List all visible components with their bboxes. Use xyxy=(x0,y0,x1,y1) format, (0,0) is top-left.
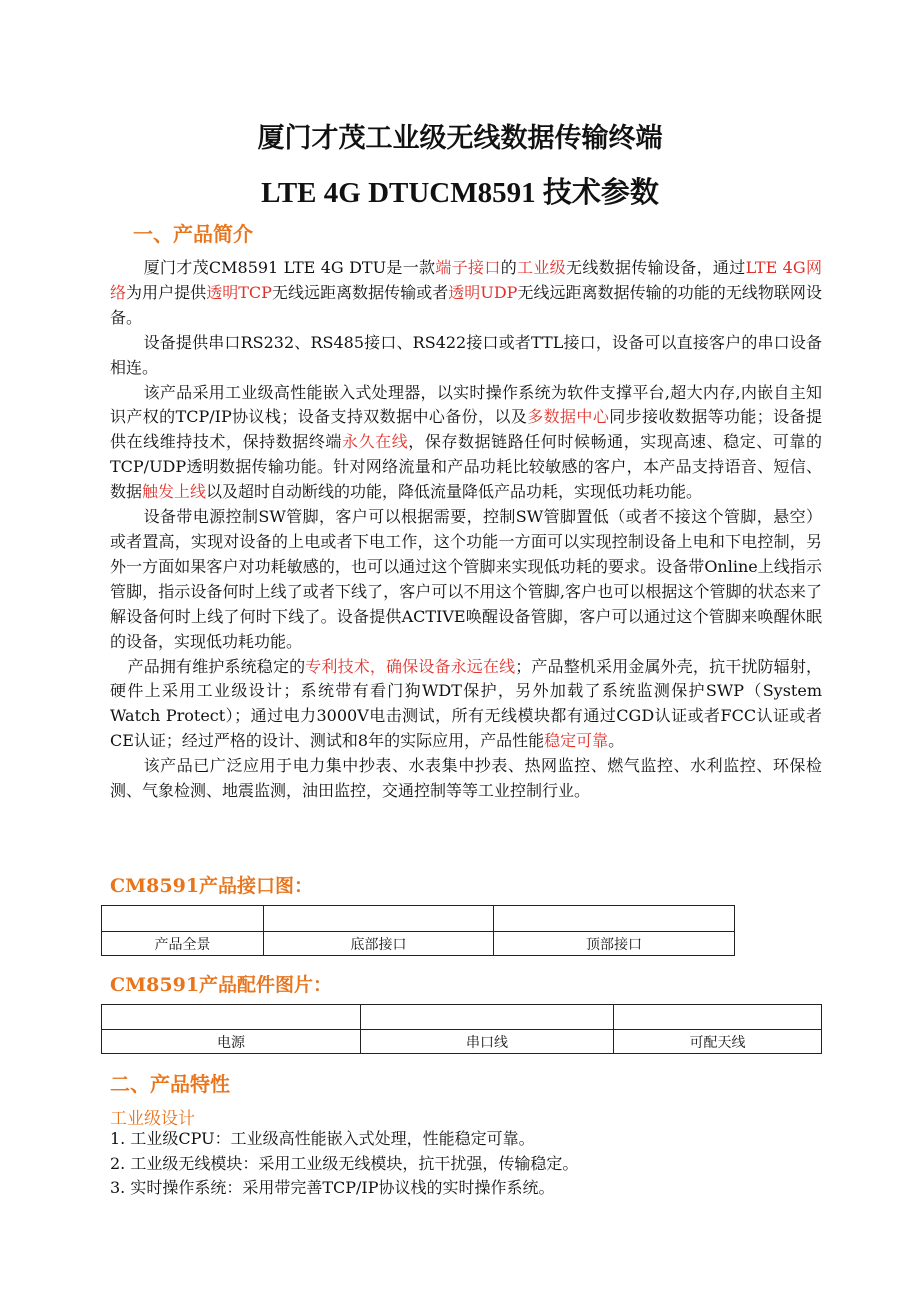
intro-paragraph xyxy=(110,381,822,506)
features-list xyxy=(110,1127,822,1201)
caption-cell: 顶部接口 xyxy=(494,932,735,956)
caption-cell: 可配天线 xyxy=(614,1030,822,1054)
intro-text xyxy=(110,256,822,804)
text-run: 为用户提供 xyxy=(126,282,207,302)
intro-paragraph xyxy=(110,256,822,331)
text-run: 该产品采用工业级高性能嵌入式处理器，以实时操作系统为软件支撑平台,超大内存,内嵌自主知识产权的TCP/IP协议栈；设备支持双数据中心备份，以及 xyxy=(110,382,822,427)
image-cell xyxy=(361,1005,614,1030)
highlight-run: 端子接口 xyxy=(435,258,501,277)
caption-cell: 串口线 xyxy=(361,1030,614,1054)
highlight-run: 多数据中心 xyxy=(527,407,610,427)
interface-heading: CM8591产品接口图： xyxy=(110,875,314,897)
text-run: 无线数据传输设备，通过 xyxy=(566,258,746,277)
highlight-run: 透明TCP xyxy=(206,282,272,302)
accessory-heading: CM8591产品配件图片： xyxy=(110,974,333,996)
caption-cell: 底部接口 xyxy=(264,932,494,956)
image-cell xyxy=(102,1005,361,1030)
intro-paragraph xyxy=(110,505,822,654)
text-run: 无线远距离数据传输的功能的无线物联网设备。 xyxy=(110,282,822,327)
text-run: 设备提供串口RS232、RS485接口、RS422接口或者TTL接口，设备可以直接客户的串口设备相连。 xyxy=(110,332,822,377)
list-item: 2. 工业级无线模块：采用工业级无线模块，抗干扰强，传输稳定。 xyxy=(110,1153,579,1173)
image-cell xyxy=(494,906,735,932)
text-run: ；产品整机采用金属外壳，抗干扰防辐射，硬件上采用工业级设计；系统带有看门狗WDT保护，另外加载了系统监测保护SWP（System Watch Protect）；通过电力3000V电击测试，所有无线模块都有通过CGD认证或者FCC认证或者CE认证；经过严格的设计、测试和8年的实际应用，产品性能 xyxy=(110,656,822,751)
section-heading-features: 二、产品特性 xyxy=(110,1072,230,1096)
accessory-table xyxy=(101,1004,822,1054)
text-run: 。 xyxy=(608,731,625,751)
text-run: 无线远距离数据传输或者 xyxy=(271,282,449,302)
highlight-run: 专利技术，确保设备永远在线 xyxy=(305,656,516,676)
document-title: 厦门才茂工业级无线数据传输终端 xyxy=(257,123,663,154)
highlight-run: 工业级 xyxy=(517,258,567,277)
intro-paragraph xyxy=(110,754,822,804)
features-subheading: 工业级设计 xyxy=(110,1109,195,1129)
text-run: 产品拥有维护系统稳定的 xyxy=(127,656,306,676)
image-cell xyxy=(614,1005,822,1030)
text-run: 设备带电源控制SW管脚，客户可以根据需要，控制SW管脚置低（或者不接这个管脚，悬空）或者置高，实现对设备的上电或者下电工作，这个功能一方面可以实现控制设备上电和下电控制，另外一方面如果客户对功耗敏感的，也可以通过这个管脚来实现低功耗的要求。设备带Online上线指示管脚，指示设备何时上线了或者下线了，客户可以不用这个管脚,客户也可以根据这个管脚的状态来了解设备何时上线了何时下线了。设备提供ACTIVE唤醒设备管脚，客户可以通过这个管脚来唤醒休眠的设备，实现低功耗功能。 xyxy=(110,507,822,651)
text-run: 厦门才茂CM8591 LTE 4G DTU是一款 xyxy=(143,258,436,277)
list-item: 3. 实时操作系统：采用带完善TCP/IP协议栈的实时操作系统。 xyxy=(110,1178,555,1197)
text-run: 同步接收数据等功能；设备提供在线维持技术，保持数据终端 xyxy=(110,407,822,452)
highlight-run: 触发上线 xyxy=(142,482,207,502)
list-item: 1. 工业级CPU：工业级高性能嵌入式处理，性能稳定可靠。 xyxy=(110,1129,535,1148)
text-run: 该产品已广泛应用于电力集中抄表、水表集中抄表、热网监控、燃气监控、水利监控、环保检测、气象检测、地震监测，油田监控，交通控制等等工业控制行业。 xyxy=(110,756,822,801)
text-run: 的 xyxy=(500,258,518,277)
intro-paragraph xyxy=(110,655,822,755)
text-run: 以及超时自动断线的功能，降低流量降低产品功耗，实现低功耗功能。 xyxy=(206,482,703,502)
caption-cell: 产品全景 xyxy=(102,932,264,956)
text-run: ，保存数据链路任何时候畅通，实现高速、稳定、可靠的TCP/UDP透明数据传输功能。针对网络流量和产品功耗比较敏感的客户，本产品支持语音、短信、数据 xyxy=(110,432,822,502)
highlight-run: 永久在线 xyxy=(342,432,409,452)
image-cell xyxy=(102,906,264,932)
document-subtitle: LTE 4G DTUCM8591 技术参数 xyxy=(261,177,659,209)
intro-paragraph xyxy=(110,331,822,381)
interface-table xyxy=(101,905,735,956)
highlight-run: LTE 4G网络 xyxy=(110,258,822,302)
caption-cell: 电源 xyxy=(102,1030,361,1054)
section-heading-intro: 一、产品简介 xyxy=(133,222,253,246)
image-cell xyxy=(264,906,494,932)
highlight-run: 稳定可靠 xyxy=(544,731,609,751)
highlight-run: 透明UDP xyxy=(448,282,518,302)
